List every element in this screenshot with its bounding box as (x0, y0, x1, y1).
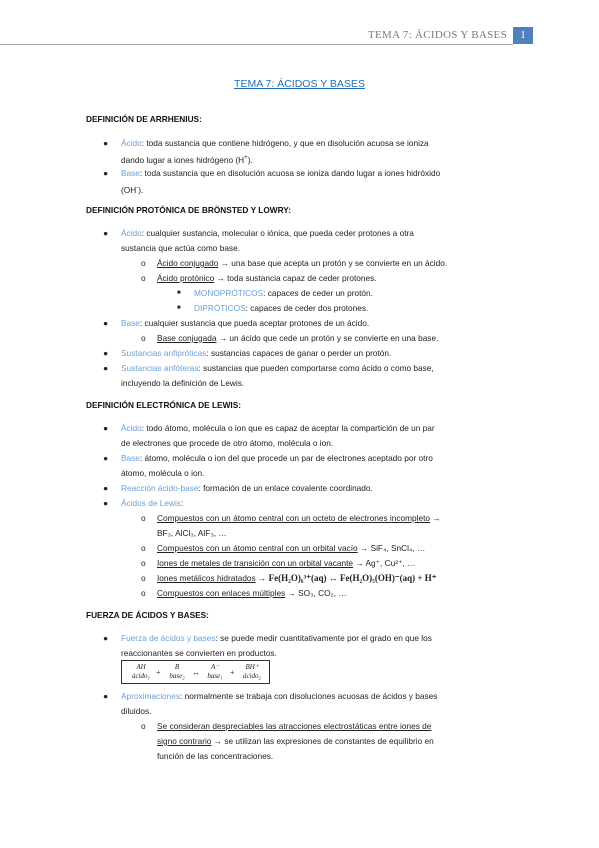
list-item-cont: de electrones que procede de otro átomo, molécula o ion. (121, 438, 334, 448)
list-item: Iones de metales de transición con un orbital vacante → Ag⁺, Cu²⁺, … (157, 558, 416, 568)
formula-term: B base₂ (169, 663, 185, 680)
formula-term: BH⁺ ácido₂ (243, 663, 261, 680)
list-item: Reacción ácido-base: formación de un enlace covalente coordinado. (121, 483, 373, 493)
page-number: 1 (513, 27, 533, 44)
circle-bullet-icon: o (141, 258, 146, 268)
formula-term: AH ácido₁ (132, 663, 150, 680)
list-item-cont: (OH-). (121, 184, 144, 195)
section-heading-arrhenius: DEFINICIÓN DE ARRHENIUS: (86, 114, 202, 124)
list-item: Fuerza de ácidos y bases: se puede medir cuantitativamente por el grado en que los (121, 633, 432, 643)
list-item: Base conjugada → un ácido que cede un protón y se convierte en una base. (157, 333, 439, 343)
list-item: Ácido conjugado → una base que acepta un protón y se convierte en un ácido. (157, 258, 448, 268)
circle-bullet-icon: o (141, 558, 146, 568)
bullet-icon: ● (103, 168, 109, 178)
bullet-icon: ● (103, 453, 109, 463)
bullet-icon: ● (103, 633, 109, 643)
list-item-cont: diluidos. (121, 706, 152, 716)
list-item: Ácido: todo átomo, molécula o ion que es capaz de aceptar la compartición de un par (121, 423, 435, 433)
list-item: Ácidos de Lewis: (121, 498, 184, 508)
bullet-icon: ● (103, 498, 109, 508)
list-item: Aproximaciones: normalmente se trabaja con disoluciones acuosas de ácidos y bases (121, 691, 438, 701)
list-item: Compuestos con un átomo central con un octeto de electrones incompleto → (157, 513, 441, 523)
bullet-icon: ● (103, 138, 109, 148)
circle-bullet-icon: o (141, 543, 146, 553)
list-item: Base: toda sustancia que en disolución acuosa se ioniza dando lugar a iones hidróxido (121, 168, 441, 178)
header-title: TEMA 7: ÁCIDOS Y BASES (367, 29, 507, 41)
formula-term: A⁻ base₁ (207, 663, 223, 680)
list-item-cont: dando lugar a iones hidrógeno (H+). (121, 154, 253, 165)
section-heading-lewis: DEFINICIÓN ELECTRÓNICA DE LEWIS: (86, 400, 242, 410)
list-item: Iones metálicos hidratados → Fe(H₂O)₆³⁺(aq) ↔ Fe(H₂O)₅(OH)⁻(aq) + H⁺ (157, 573, 437, 583)
list-item: Ácido protónico → toda sustancia capaz de ceder protones. (157, 273, 377, 283)
list-item: Compuestos con un átomo central con un orbital vacío → SiF₄, SnCl₄, … (157, 543, 426, 553)
circle-bullet-icon: o (141, 573, 146, 583)
list-item: Ácido: toda sustancia que contiene hidrógeno, y que en disolución acuosa se ioniza (121, 138, 429, 148)
header-rule (0, 44, 513, 45)
plus-sign: + (230, 668, 235, 677)
list-item: Base: átomo, molécula o ion del que procede un par de electrones aceptado por otro (121, 453, 433, 463)
bullet-icon: ● (103, 348, 109, 358)
circle-bullet-icon: o (141, 721, 146, 731)
circle-bullet-icon: o (141, 273, 146, 283)
list-item: Base: cualquier sustancia que pueda aceptar protones de un ácido. (121, 318, 370, 328)
circle-bullet-icon: o (141, 513, 146, 523)
list-item-cont: función de las concentraciones. (157, 751, 274, 761)
circle-bullet-icon: o (141, 588, 146, 598)
bullet-icon: ● (103, 691, 109, 701)
list-item-cont: reaccionantes se convierten en productos. (121, 648, 277, 658)
bullet-icon: ● (103, 228, 109, 238)
section-heading-bronsted: DEFINICIÓN PROTÓNICA DE BRÖNSTED Y LOWRY: (86, 205, 291, 215)
equilibrium-arrow-icon: ↔ (192, 668, 200, 677)
list-item-cont: signo contrario → se utilizan las expresiones de constantes de equilibrio en (157, 736, 434, 746)
square-bullet-icon: ■ (177, 290, 181, 296)
bullet-icon: ● (103, 423, 109, 433)
list-item-cont: sustancia que actúa como base. (121, 243, 240, 253)
list-item: Sustancias anfóteras: sustancias que pueden comportarse como ácido o como base, (121, 363, 434, 373)
list-item: DIPRÓTICOS: capaces de ceder dos protones. (194, 303, 369, 313)
plus-sign: + (156, 668, 161, 677)
equilibrium-equation: Fe(H₂O)₆³⁺(aq) ↔ Fe(H₂O)₅(OH)⁻(aq) + H⁺ (268, 573, 437, 583)
acid-base-equilibrium-formula (121, 660, 270, 684)
circle-bullet-icon: o (141, 333, 146, 343)
section-heading-fuerza: FUERZA DE ÁCIDOS Y BASES: (86, 610, 209, 620)
list-item: MONOPRÓTICOS: capaces de ceder un protón. (194, 288, 373, 298)
page-header (0, 27, 599, 47)
list-item-cont: BF₃, AlCl₃, AlF₃, … (157, 528, 227, 538)
list-item: Compuestos con enlaces múltiples → SO₃, CO₂, … (157, 588, 347, 598)
bullet-icon: ● (103, 363, 109, 373)
document-title: TEMA 7: ÁCIDOS Y BASES (234, 78, 365, 90)
list-item: Ácido: cualquier sustancia, molecular o iónica, que pueda ceder protones a otra (121, 228, 414, 238)
bullet-icon: ● (103, 318, 109, 328)
square-bullet-icon: ■ (177, 305, 181, 311)
list-item: Sustancias anfipróticas: sustancias capaces de ganar o perder un protón. (121, 348, 392, 358)
bullet-icon: ● (103, 483, 109, 493)
list-item-cont: átomo, molécula o ion. (121, 468, 205, 478)
list-item: Se consideran despreciables las atracciones electrostáticas entre iones de (157, 721, 432, 731)
list-item-cont: incluyendo la definición de Lewis. (121, 378, 245, 388)
